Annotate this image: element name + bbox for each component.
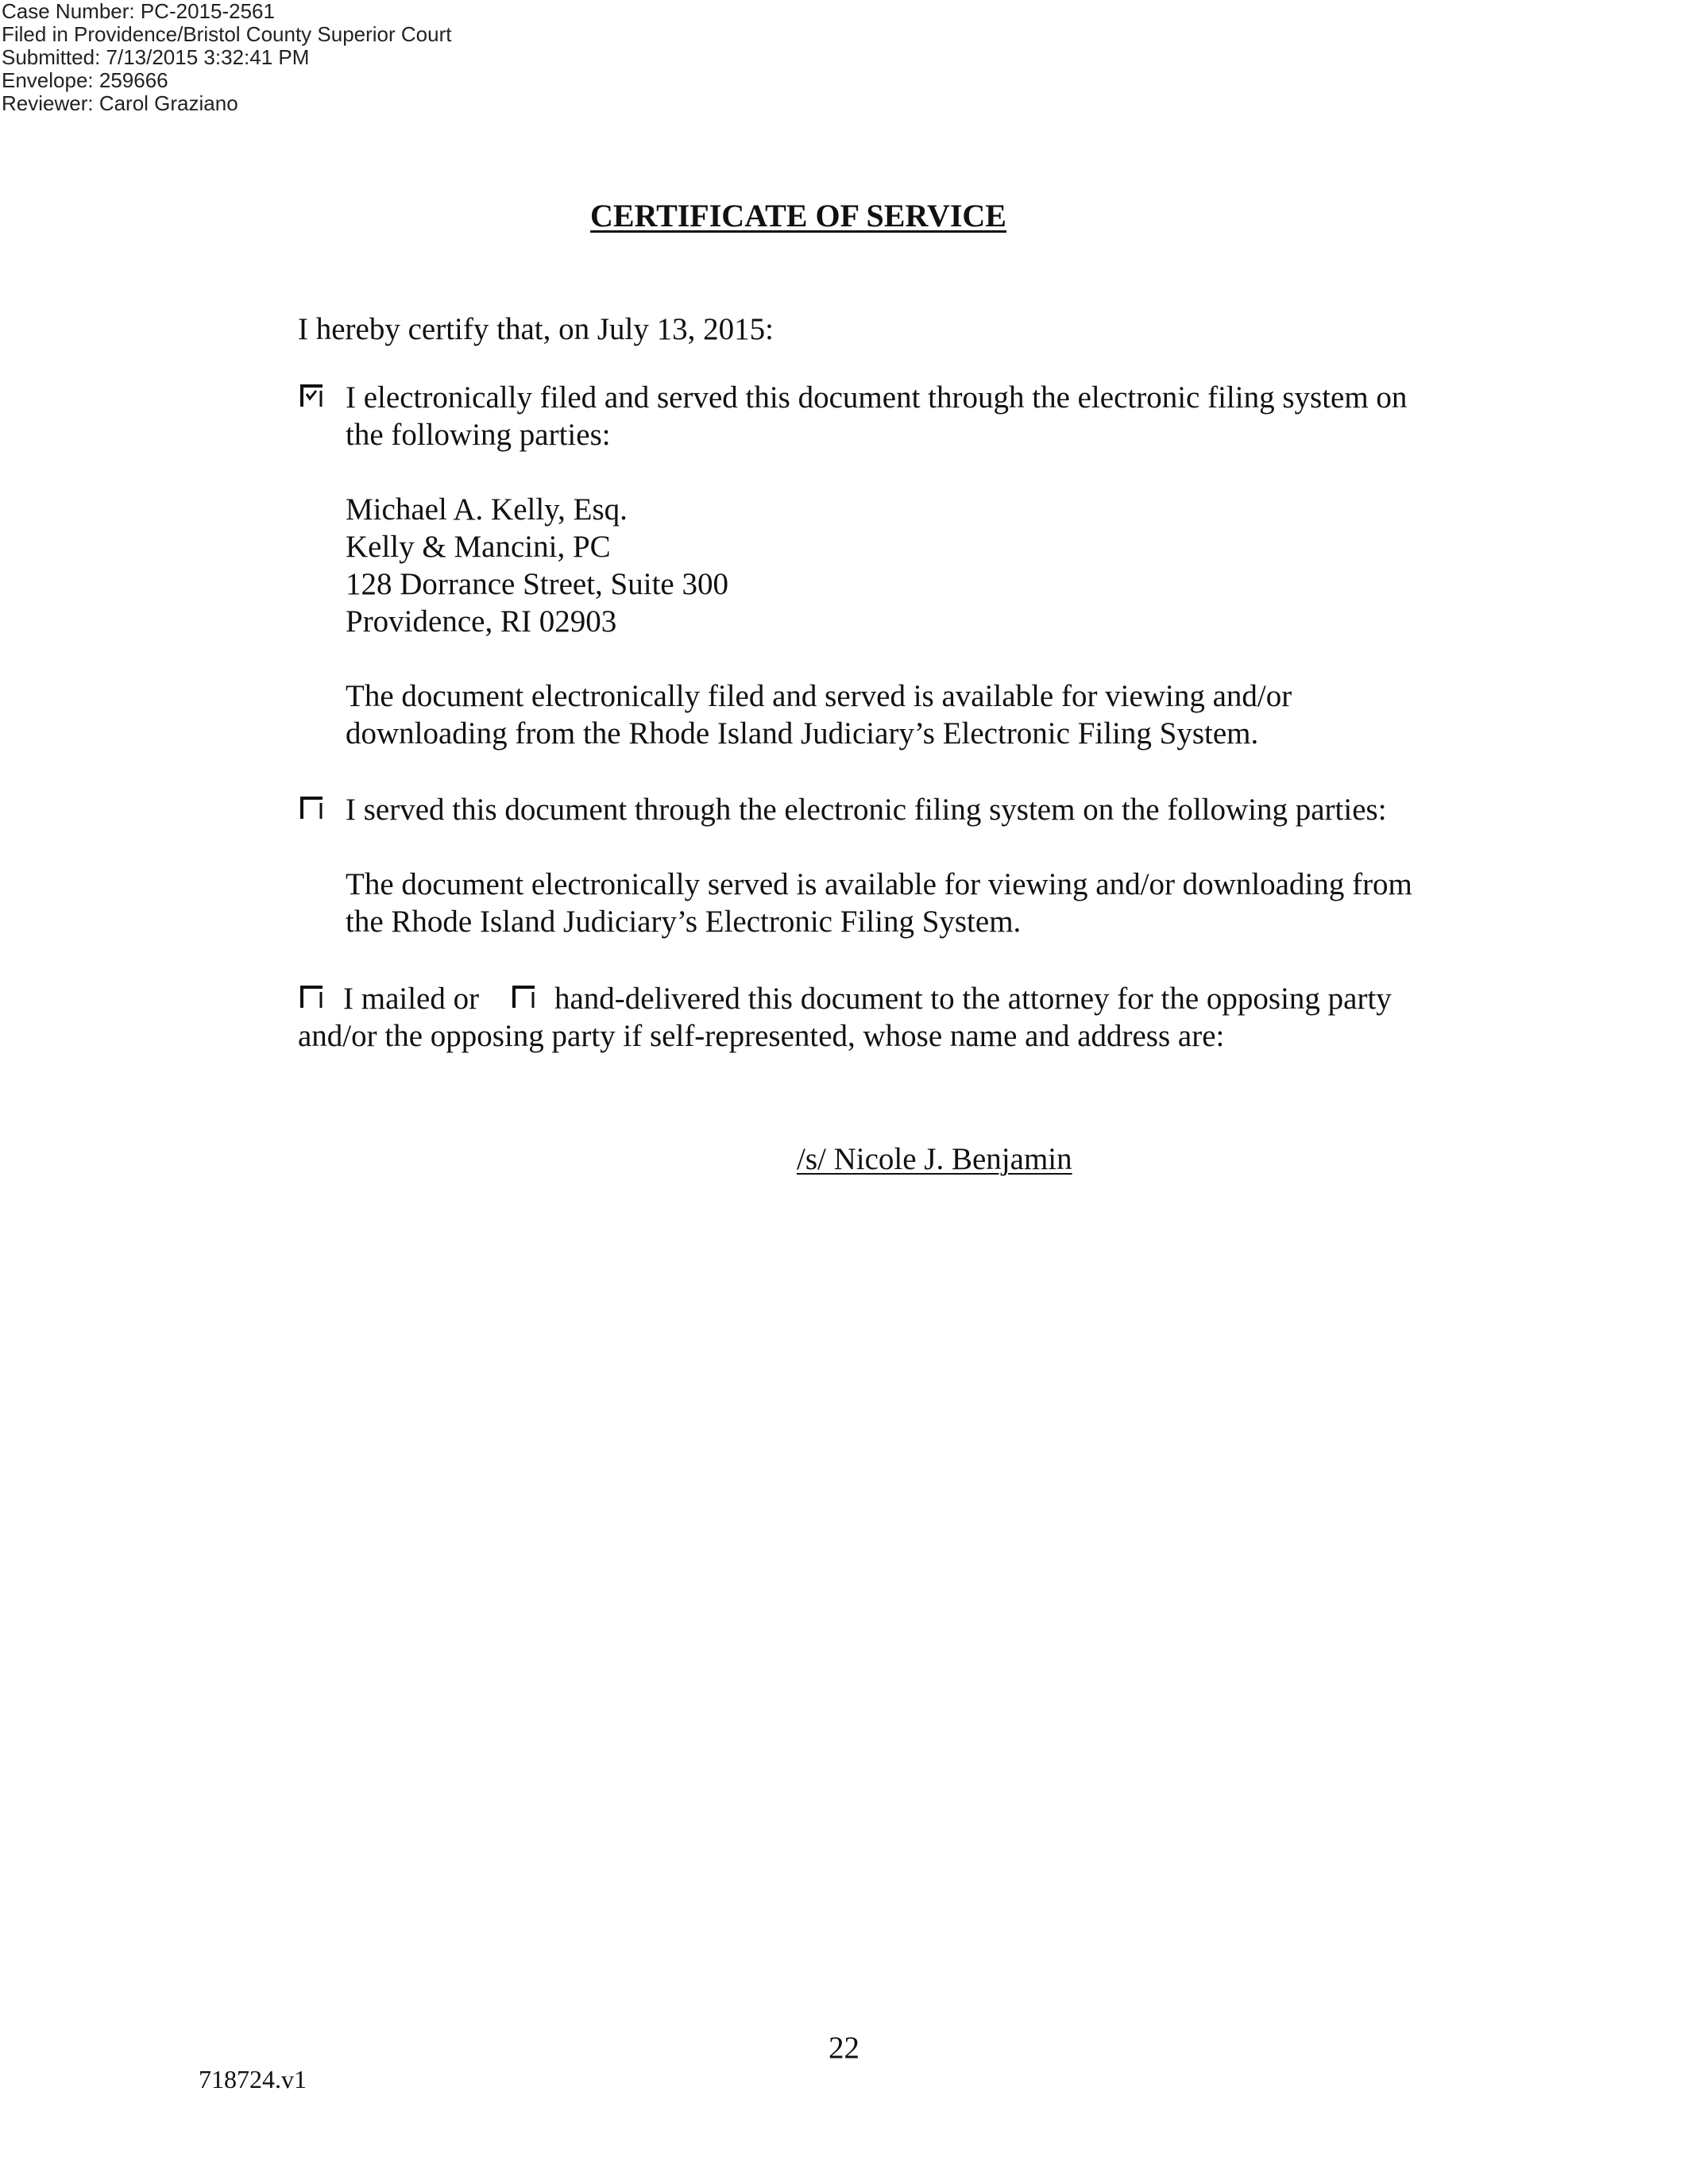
filing-stamp (2, 0, 451, 115)
option-3-line-1: hand-delivered this document to the attorney for the opposing party (554, 982, 1392, 1016)
party-city: Providence, RI 02903 (346, 604, 617, 639)
option-3-mailed-label: I mailed or (343, 982, 480, 1016)
option-1-note-line-1: The document electronically filed and served is available for viewing and/or (346, 679, 1292, 713)
document-title: CERTIFICATE OF SERVICE (590, 198, 1006, 233)
checkbox-unchecked-icon (512, 986, 535, 1008)
option-1-note-line-2: downloading from the Rhode Island Judiciary’s Electronic Filing System. (346, 716, 1259, 751)
checkbox-unchecked-icon (300, 797, 323, 819)
filed-in-court: Filed in Providence/Bristol County Superior Court (2, 22, 452, 46)
party-name: Michael A. Kelly, Esq. (346, 492, 628, 527)
checkbox-checked-icon (300, 384, 323, 407)
option-2-note-line-2: the Rhode Island Judiciary’s Electronic Filing System. (346, 905, 1022, 939)
case-number: Case Number: PC-2015-2561 (2, 0, 275, 23)
signature: /s/ Nicole J. Benjamin (797, 1142, 1072, 1176)
reviewer-name: Reviewer: Carol Graziano (2, 91, 238, 115)
document-id: 718724.v1 (199, 2065, 307, 2093)
envelope-number: Envelope: 259666 (2, 68, 168, 92)
party-firm: Kelly & Mancini, PC (346, 530, 611, 564)
party-street: 128 Dorrance Street, Suite 300 (346, 567, 728, 601)
submitted-timestamp: Submitted: 7/13/2015 3:32:41 PM (2, 45, 310, 69)
option-2-note-line-1: The document electronically served is available for viewing and/or downloading from (346, 867, 1412, 901)
certification-intro: I hereby certify that, on July 13, 2015: (298, 312, 774, 346)
option-1-line-1: I electronically filed and served this document through the electronic filing system on (346, 380, 1408, 415)
page-number: 22 (829, 2031, 859, 2065)
option-3-line-2: and/or the opposing party if self-represented, whose name and address are: (298, 1019, 1225, 1053)
checkbox-unchecked-icon (300, 986, 323, 1008)
option-1-line-2: the following parties: (346, 418, 611, 452)
option-2-text: I served this document through the electronic filing system on the following parties: (346, 793, 1387, 827)
